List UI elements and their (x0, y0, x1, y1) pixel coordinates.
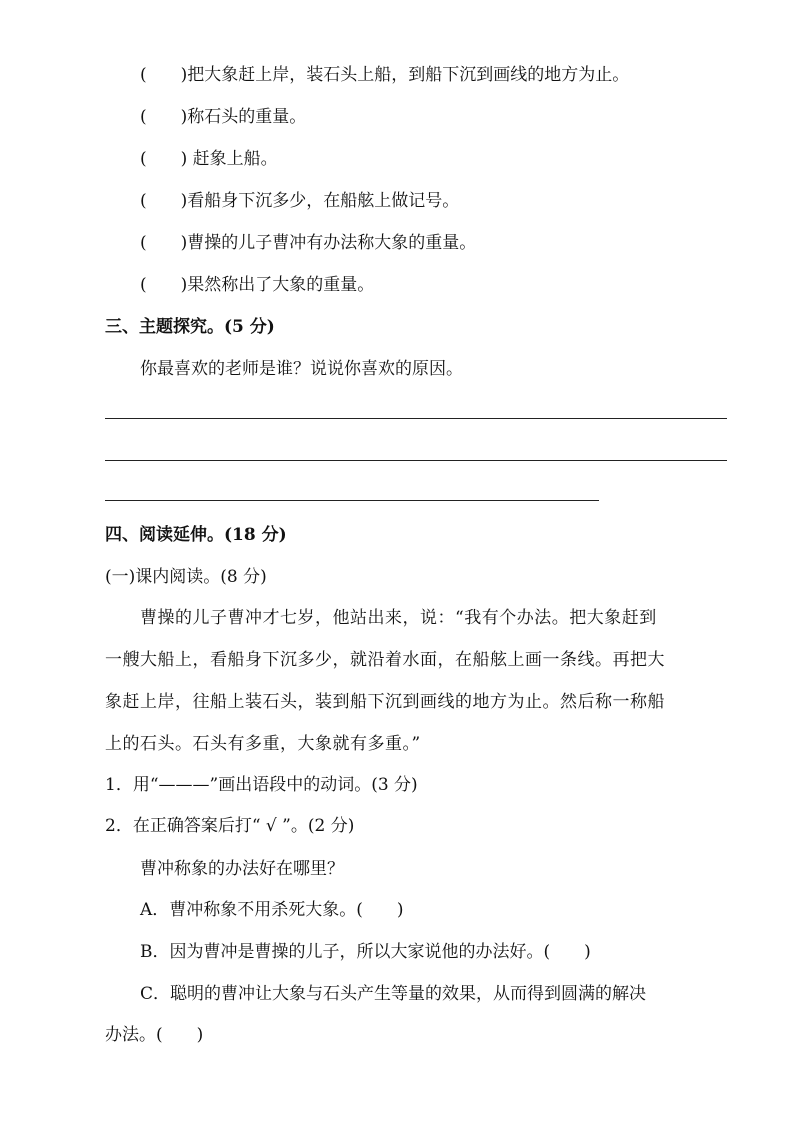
question-2-prompt: 曹冲称象的办法好在哪里？ (140, 859, 344, 879)
answer-line[interactable] (105, 500, 599, 501)
option-a[interactable]: A．曹冲称象不用杀死大象。( ) (140, 900, 404, 920)
option-c-continued[interactable]: 办法。( ) (105, 1025, 204, 1045)
option-b[interactable]: B．因为曹冲是曹操的儿子，所以大家说他的办法好。( ) (140, 942, 591, 962)
order-item: ( )称石头的重量。 (140, 107, 307, 127)
sub-heading: (一)课内阅读。(8 分) (105, 567, 267, 587)
order-item: ( )果然称出了大象的重量。 (140, 275, 375, 295)
order-item: ( )把大象赶上岸，装石头上船，到船下沉到画线的地方为止。 (140, 65, 630, 85)
passage-line: 上的石头。石头有多重，大象就有多重。” (105, 734, 421, 754)
answer-line[interactable] (105, 460, 727, 461)
answer-line[interactable] (105, 418, 727, 419)
order-item: ( )看船身下沉多少，在船舷上做记号。 (140, 191, 460, 211)
order-item: ( )曹操的儿子曹冲有办法称大象的重量。 (140, 233, 477, 253)
section-heading: 三、主题探究。(5 分) (105, 317, 275, 337)
option-c[interactable]: C．聪明的曹冲让大象与石头产生等量的效果，从而得到圆满的解决 (140, 984, 647, 1004)
section-heading: 四、阅读延伸。(18 分) (105, 525, 287, 545)
passage-line: 象赶上岸，往船上装石头，装到船下沉到画线的地方为止。然后称一称船 (105, 692, 665, 712)
order-item: ( ) 赶象上船。 (140, 149, 278, 169)
question-1: 1．用“———”画出语段中的动词。(3 分) (105, 775, 418, 795)
question-2: 2．在正确答案后打“ √ ”。(2 分) (105, 816, 355, 836)
question-prompt: 你最喜欢的老师是谁？说说你喜欢的原因。 (140, 359, 463, 379)
passage-line: 曹操的儿子曹冲才七岁，他站出来，说：“我有个办法。把大象赶到 (140, 608, 657, 628)
passage-line: 一艘大船上，看船身下沉多少，就沿着水面，在船舷上画一条线。再把大 (105, 650, 665, 670)
